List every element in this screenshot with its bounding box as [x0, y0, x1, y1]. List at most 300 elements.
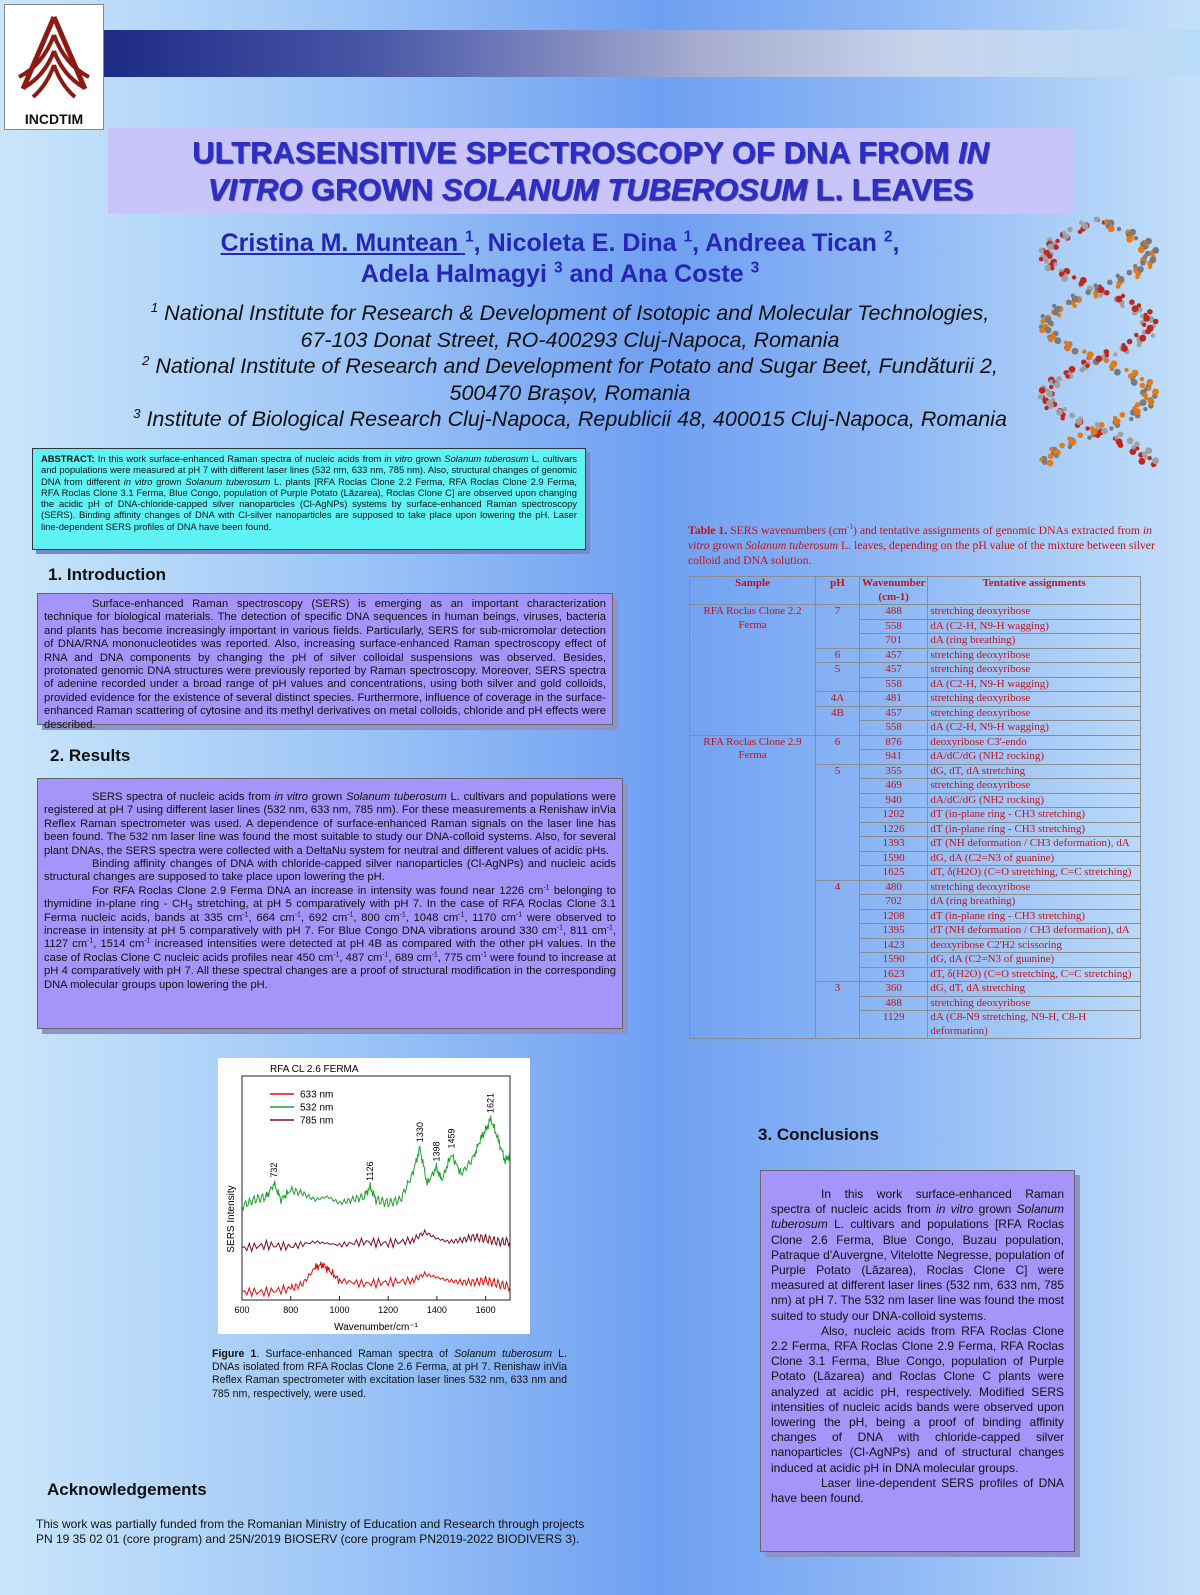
results-text: L. cultivars and populations were registered at pH 7 using different laser lines (532 nm, 633 nm, 785 nm). For these measurements a Renishaw inVia Reflex Raman spectrometer was used. A dependence of surface-enhanced Raman signals on the laser line has been found. The 532 nm laser line was found the most suitable to study our DNA-colloid systems. Also, for several plant DNAs, the SERS spectra were collected with a DeltaNu system for neutral and different values of acidic pHs.	[44, 791, 617, 857]
atom	[1109, 426, 1113, 430]
affiliation-sup: 3	[133, 405, 141, 421]
cell-assignment: dG, dA (C2=N3 of guanine)	[928, 851, 1141, 866]
results-text: were found to increase at pH 4 comparatively with pH 7. All these spectral changes are a proof of structural modification in the corresponding DNA molecular groups upon lowering the pH.	[44, 951, 617, 991]
chart-title: RFA CL 2.6 FERMA	[270, 1064, 359, 1075]
table-body	[690, 605, 1141, 1039]
atom	[1151, 333, 1155, 337]
results-paragraph-1	[44, 791, 616, 858]
unit-sup: -1	[294, 910, 301, 918]
atom	[1113, 352, 1117, 356]
atom	[1104, 359, 1108, 363]
unit-sup: -1	[515, 910, 523, 918]
cell-ph: 5	[816, 663, 860, 692]
atom	[1098, 286, 1105, 293]
cell-assignment: stretching deoxyribose	[928, 779, 1141, 794]
peak-label: 1621	[485, 1092, 496, 1114]
atom	[1127, 339, 1133, 345]
atom	[1078, 432, 1084, 438]
atom	[1132, 305, 1139, 312]
atom	[1144, 455, 1148, 459]
atom	[1039, 387, 1046, 394]
x-tick-label: 1600	[475, 1305, 496, 1315]
legend-label: 785 nm	[300, 1115, 334, 1127]
cell-wavenumber: 488	[860, 996, 928, 1011]
atom	[1129, 299, 1135, 305]
caption-text: ) and tentative assignments of genomic DNAs extracted from	[853, 524, 1143, 537]
atom	[1061, 416, 1065, 420]
dna-molecule-image	[1012, 212, 1184, 472]
abstract-text: grown	[152, 475, 186, 487]
conclusions-paragraph-1	[771, 1187, 1064, 1324]
title-part-italic: VITRO	[207, 172, 303, 207]
unit-sup: -1	[556, 924, 563, 932]
series-line	[242, 1230, 510, 1251]
title-part: GROWN	[302, 172, 442, 207]
cell-assignment: dT (in-plane ring - CH3 stretching)	[928, 808, 1141, 823]
unit-sup: -1	[144, 937, 151, 945]
unit-sup: -1	[543, 884, 550, 892]
atom	[1131, 379, 1138, 386]
affiliation-1	[60, 300, 1080, 353]
cell-wavenumber: 469	[860, 779, 928, 794]
atom	[1053, 262, 1057, 266]
x-tick-label: 1200	[378, 1305, 399, 1315]
conclusions-text: grown	[973, 1202, 1017, 1217]
plot-frame	[242, 1076, 510, 1300]
results-text: SERS spectra of nucleic acids from	[92, 791, 275, 803]
atom	[1150, 256, 1157, 263]
results-text: in vitro	[274, 791, 308, 803]
y-axis-label: SERS Intensity	[226, 1185, 237, 1253]
results-paragraph-3	[44, 885, 616, 992]
acknowledgements-heading: Acknowledgements	[47, 1480, 207, 1499]
presenting-author	[221, 229, 465, 257]
cell-assignment: dA (ring breathing)	[928, 895, 1141, 910]
author-name: , Andreea Tican	[692, 229, 884, 257]
atom	[1134, 236, 1138, 240]
cell-assignment: dA (C2-H, N9-H wagging)	[928, 677, 1141, 692]
cell-wavenumber: 1623	[860, 967, 928, 982]
atom	[1143, 407, 1147, 411]
author-sup: 1	[465, 228, 474, 246]
cell-wavenumber: 940	[860, 793, 928, 808]
atom	[1114, 369, 1121, 376]
results-text: , 811 cm	[562, 925, 607, 938]
atom	[1118, 276, 1125, 283]
chart-svg	[218, 1058, 530, 1334]
atom	[1120, 412, 1126, 418]
table-caption	[688, 523, 1158, 568]
cell-wavenumber: 1590	[860, 953, 928, 968]
atom	[1120, 304, 1124, 308]
abstract-label: ABSTRACT:	[41, 453, 95, 464]
affiliations	[60, 300, 1080, 433]
results-text: , 689 cm	[388, 951, 432, 964]
conclusions-text: In this work surface-enhanced Raman spectra of nucleic acids from	[771, 1187, 1064, 1217]
atom	[1107, 280, 1113, 286]
table-header: pH	[816, 577, 860, 605]
atom	[1082, 349, 1086, 353]
table-row	[690, 605, 1141, 620]
author-name: Adela Halmagyi	[360, 260, 554, 288]
atom	[1056, 409, 1063, 416]
peak-label: 1126	[365, 1161, 376, 1181]
atom	[1068, 445, 1072, 449]
unit-sup: -1	[606, 924, 613, 932]
atom	[1152, 457, 1159, 464]
atom	[1094, 216, 1100, 222]
atom	[1048, 320, 1054, 326]
results-text: For RFA Roclas Clone 2.9 Ferma DNA an increase in intensity was found near 1226 cm	[92, 884, 544, 897]
cell-wavenumber: 1625	[860, 866, 928, 881]
results-text: , 800 cm	[353, 911, 400, 924]
results-text: , 664 cm	[248, 911, 295, 924]
cell-assignment: dA (C2-H, N9-H wagging)	[928, 619, 1141, 634]
abstract-text: grown	[412, 453, 445, 464]
cell-wavenumber: 457	[860, 706, 928, 721]
cell-assignment: dT (in-plane ring - CH3 stretching)	[928, 822, 1141, 837]
abstract-text: Solanum tuberosum	[444, 453, 529, 464]
cell-wavenumber: 876	[860, 735, 928, 750]
affiliation-3	[60, 406, 1080, 433]
cell-assignment: stretching deoxyribose	[928, 605, 1141, 620]
caption-text: Solanum tuberosum	[745, 539, 839, 552]
cell-assignment: dT (NH deformation / CH3 deformation), dA	[928, 837, 1141, 852]
title-box	[108, 128, 1073, 214]
atom	[1143, 245, 1147, 249]
affiliation-text: Institute of Biological Research Cluj-Napoca, Republicii 48, 400015 Cluj-Napoca, Romania	[140, 407, 1007, 431]
cell-ph: 6	[816, 735, 860, 764]
table-header-row	[690, 577, 1141, 605]
cell-assignment: dG, dT, dA stretching	[928, 982, 1141, 997]
results-text: , 1514 cm	[93, 938, 145, 951]
atom	[1127, 437, 1134, 444]
cell-ph: 6	[816, 648, 860, 663]
cell-ph: 4B	[816, 706, 860, 735]
authors	[150, 228, 970, 290]
title-part: ULTRASENSITIVE SPECTROSCOPY OF DNA FROM	[192, 135, 958, 170]
conclusions-text: Solanum tuberosum	[771, 1202, 1064, 1232]
cell-wavenumber: 1395	[860, 924, 928, 939]
affiliation-sup: 2	[142, 352, 150, 368]
cell-wavenumber: 1129	[860, 1011, 928, 1039]
caption-text: in vitro	[688, 524, 1152, 552]
cell-assignment: dA/dC/dG (NH2 rocking)	[928, 793, 1141, 808]
table-row	[690, 735, 1141, 750]
author-name: , Nicoleta E. Dina	[473, 229, 684, 257]
results-text: Solanum tuberosum	[345, 791, 447, 803]
atom	[1041, 314, 1045, 318]
atom	[1101, 428, 1108, 435]
atom	[1053, 244, 1059, 250]
atom	[1048, 337, 1054, 343]
cell-wavenumber: 1590	[860, 851, 928, 866]
atom	[1145, 238, 1152, 245]
atom	[1038, 394, 1044, 400]
conclusions-paragraph-3: Laser line-dependent SERS profiles of DNA have been found.	[771, 1475, 1064, 1506]
atom	[1148, 265, 1152, 269]
author-sep: ,	[892, 229, 900, 257]
cell-assignment: dT (NH deformation / CH3 deformation), dA	[928, 924, 1141, 939]
cell-assignment: stretching deoxyribose	[928, 648, 1141, 663]
atom	[1116, 285, 1120, 289]
atom	[1072, 296, 1079, 303]
atom	[1039, 248, 1045, 254]
author-sup: 3	[750, 259, 760, 277]
figure-caption	[212, 1348, 567, 1401]
cell-assignment: stretching deoxyribose	[928, 706, 1141, 721]
cell-assignment: dT (in-plane ring - CH3 stretching)	[928, 909, 1141, 924]
atom	[1065, 374, 1069, 378]
conclusions-paragraph-2: Also, nucleic acids from RFA Roclas Clone 2.2 Ferma, RFA Roclas Clone 2.9 Ferma, RFA Roclas Clone 3.1 Ferma, Blue Congo, population of Purple Potato (Lăzarea) and Roclas Clone C plants were analyzed at acidic pH, respectively. Modified SERS intensities of nucleic acids bands were observed upon lowering the pH, being a proof of binding affinity changes of DNA with chloride-capped silver nanoparticles (Cl-AgNPs) and of structural changes induced at acidic pH in DNA molecular groups.	[771, 1323, 1064, 1475]
atom	[1056, 376, 1062, 382]
cell-wavenumber: 941	[860, 750, 928, 765]
author-sup: 3	[553, 259, 563, 277]
atom	[1140, 383, 1146, 389]
atom	[1135, 275, 1139, 279]
cell-assignment: stretching deoxyribose	[928, 880, 1141, 895]
atom	[1134, 333, 1138, 337]
atom	[1065, 346, 1071, 352]
cell-assignment: dA (C8-N9 stretching, N9-H, C8-H deformation)	[928, 1011, 1141, 1039]
caption-text: Solanum tuberosum	[454, 1348, 553, 1360]
atom	[1063, 233, 1070, 240]
unit-sup: -1	[333, 951, 340, 959]
cell-assignment: dG, dT, dA stretching	[928, 764, 1141, 779]
atom	[1047, 253, 1053, 259]
atom	[1142, 323, 1146, 327]
atom	[1118, 432, 1124, 438]
cell-ph: 4A	[816, 692, 860, 707]
cell-ph: 7	[816, 605, 860, 649]
table-header: Sample	[690, 577, 816, 605]
atom	[1053, 310, 1059, 316]
atom	[1048, 453, 1054, 459]
atom	[1072, 348, 1079, 355]
atom	[1066, 300, 1072, 306]
caption-text: . Surface-enhanced Raman spectra of	[256, 1348, 455, 1360]
cell-wavenumber: 1393	[860, 837, 928, 852]
cell-assignment: stretching deoxyribose	[928, 692, 1141, 707]
cell-sample: RFA Roclas Clone 2.9 Ferma	[690, 735, 816, 1039]
atom	[1126, 236, 1133, 243]
atom	[1072, 275, 1076, 279]
atom	[1152, 247, 1159, 254]
atom	[1118, 442, 1124, 448]
peak-label: 732	[269, 1162, 280, 1178]
atom	[1073, 304, 1077, 308]
atom	[1114, 418, 1121, 425]
abstract-text: in vitro	[123, 475, 153, 487]
atom	[1042, 459, 1048, 465]
atom	[1148, 398, 1155, 405]
atom	[1114, 435, 1118, 439]
atom	[1085, 290, 1091, 296]
legend-label: 633 nm	[300, 1089, 334, 1101]
atom	[1050, 266, 1054, 270]
cell-assignment: deoxyribose C3'-endo	[928, 735, 1141, 750]
unit-sup: -1	[431, 951, 438, 959]
series-line	[242, 1116, 510, 1210]
atom	[1085, 426, 1089, 430]
poster-title	[138, 134, 1043, 208]
results-text: , 775 cm	[437, 951, 481, 964]
atom	[1117, 227, 1121, 231]
atom	[1133, 264, 1137, 268]
results-panel	[37, 778, 623, 1029]
results-paragraph-2: Binding affinity changes of DNA with chloride-capped silver nanoparticles (Cl-AgNPs) and nucleic acids structural changes are supposed to take place upon lowering the pH.	[44, 858, 616, 884]
cell-ph: 5	[816, 764, 860, 880]
unit-sup: -1	[242, 910, 249, 918]
atom	[1049, 380, 1053, 384]
atom	[1045, 327, 1052, 334]
atom	[1054, 381, 1061, 388]
abstract-text: Solanum tuberosum	[185, 475, 271, 487]
conclusions-panel	[760, 1170, 1075, 1552]
atom	[1079, 281, 1085, 287]
affiliation-text: 500470 Brașov, Romania	[449, 380, 691, 405]
affiliation-2	[60, 353, 1080, 406]
atom	[1067, 227, 1073, 233]
unit-sup: -1	[347, 910, 354, 918]
atom	[1079, 367, 1085, 373]
atom	[1134, 408, 1141, 415]
results-text: , 1127 cm	[44, 925, 616, 951]
cell-wavenumber: 457	[860, 648, 928, 663]
atom	[1059, 443, 1065, 449]
abstract-box	[32, 448, 586, 550]
unit-sup: -1	[399, 910, 406, 918]
sers-spectra-chart	[218, 1058, 530, 1334]
unit-sup: -1	[87, 937, 94, 945]
unit-sup: -1	[846, 523, 854, 532]
atom	[1121, 345, 1128, 352]
atom	[1139, 335, 1146, 342]
atom	[1039, 328, 1045, 334]
table-label: Table 1.	[688, 524, 728, 537]
atom	[1069, 413, 1075, 419]
atom	[1108, 225, 1115, 232]
affiliation-text: National Institute of Research and Development for Potato and Sugar Beet, Fundăturii 2,	[149, 354, 998, 378]
affiliation-text: National Institute for Research & Development of Isotopic and Molecular Technologies,	[158, 301, 990, 325]
series-line	[242, 1262, 510, 1297]
results-heading: 2. Results	[50, 746, 131, 765]
atom	[1044, 406, 1048, 410]
atom	[1140, 260, 1146, 266]
abstract-text: L. plants [RFA Roclas Clone 2.2 Ferma, RFA Roclas Clone 2.9 Ferma, RFA Roclas Clone 3.1 Ferma, Blue Congo, population of Purple Potato (Lăzarea), Roclas Clone C] are observed upon changing the acidic pH of DNA-chloride-capped silver nanoparticles (Cl-AgNPs) systems by surface-enhanced Raman spectroscopy (SERS). Binding affinity changes of DNA with Cl-silver nanoparticles are supposed to take place upon lowering the pH. Laser line-dependent SERS profiles of DNA have been found.	[41, 475, 577, 532]
results-text: , 1048 cm	[405, 911, 459, 924]
atom	[1137, 266, 1144, 273]
cell-assignment: dA (C2-H, N9-H wagging)	[928, 721, 1141, 736]
atom	[1116, 296, 1123, 303]
caption-text: grown	[709, 539, 746, 552]
cell-wavenumber: 480	[860, 880, 928, 895]
affiliation-sup: 1	[150, 299, 159, 315]
results-text: belonging to thymidine in-plane ring - CH	[44, 884, 616, 911]
atom	[1082, 223, 1089, 230]
cell-ph: 3	[816, 982, 860, 1039]
atom	[1147, 387, 1151, 391]
title-part: L. LEAVES	[806, 172, 974, 207]
atom	[1046, 391, 1053, 398]
atom	[1039, 257, 1043, 261]
abstract-text: L. cultivars and populations were measured at pH 7 with different laser lines (532 nm, 633 nm, 785 nm). Also, structural changes of genomic DNA from different	[41, 453, 577, 487]
atom	[1128, 373, 1134, 379]
caption-text: SERS wavenumbers (cm	[727, 524, 847, 537]
atom	[1153, 319, 1159, 325]
cell-wavenumber: 355	[860, 764, 928, 779]
atom	[1140, 377, 1144, 381]
atom	[1131, 445, 1135, 449]
atom	[1049, 385, 1053, 389]
atom	[1104, 290, 1110, 296]
cell-wavenumber: 481	[860, 692, 928, 707]
legend-label: 532 nm	[300, 1102, 334, 1114]
atom	[1054, 454, 1058, 458]
atom	[1061, 275, 1068, 282]
atom	[1095, 356, 1102, 363]
atom	[1139, 458, 1146, 465]
atom	[1070, 439, 1077, 446]
author-sup: 2	[883, 228, 893, 246]
results-text: were observed to increase in intensity at pH 5 comparatively with pH 7. For Blue Congo DNA vibrations around 330 cm	[44, 911, 616, 938]
cell-wavenumber: 1226	[860, 822, 928, 837]
atom	[1063, 407, 1067, 411]
x-tick-label: 800	[283, 1305, 299, 1315]
author-name: and Ana Coste	[562, 260, 751, 288]
cell-assignment: deoxyribose C2'H2 scissoring	[928, 938, 1141, 953]
atom	[1043, 258, 1049, 264]
caption-text: L. DNAs isolated from RFA Roclas Clone 2.6 Ferma, at pH 7. Renishaw inVia Reflex Raman spectrometer with excitation laser lines 532 nm, 633 nm and 785 nm, respectively, were used.	[212, 1348, 567, 1400]
logo-text: INCDTIM	[24, 111, 84, 127]
sers-assignments-table	[689, 576, 1141, 1039]
header-bar	[104, 30, 1200, 77]
title-part-italic: SOLANUM TUBEROSUM	[441, 172, 807, 207]
results-text: , 692 cm	[300, 911, 348, 924]
intro-text: Surface-enhanced Raman spectroscopy (SERS) is emerging as an important characterization technique for biological materials. The detection of specific DNA sequences in human beings, viruses, bacteria and plants has become increasingly important in various fields. Particularly, SERS for sub-micromolar detection of DNA/RNA mononucleotides was reported. Also, increasing surface-enhanced Raman spectroscopy effect of RNA and DNA components by changing the pH of silver colloidal suspensions was observed. Besides, protonated genomic DNA structures were previously reported by Raman spectroscopy. Moreover, SERS spectra of adenine recorded under a broad range of pH values and concentrations, using both silver and gold colloids, provided evidence for the existence of several distinct species. Furthermore, influence of coverage in the surface-enhanced Raman scattering of cytosine and its methyl derivatives on metal colloids, chloride and pH effects were described.	[44, 598, 606, 731]
intro-panel	[37, 593, 613, 731]
results-text: stretching, at pH 5 comparatively with pH 7. In the case of RFA Roclas Clone 3.1 Ferma nucleic acids, bands at 335 cm	[44, 898, 616, 924]
x-tick-label: 1400	[426, 1305, 447, 1315]
cell-assignment: dT, δ(H2O) (C=O stretching, C=C stretching)	[928, 866, 1141, 881]
author-sup: 1	[683, 228, 693, 246]
cell-wavenumber: 1208	[860, 909, 928, 924]
atom	[1047, 244, 1054, 251]
atom	[1085, 364, 1089, 368]
atom	[1087, 355, 1093, 361]
atom	[1143, 315, 1150, 322]
cell-wavenumber: 702	[860, 895, 928, 910]
atom	[1127, 270, 1133, 276]
cell-wavenumber: 1423	[860, 938, 928, 953]
unit-sup: -1	[458, 910, 465, 918]
atom	[1144, 396, 1148, 400]
atom	[1137, 343, 1141, 347]
atom	[1146, 379, 1153, 386]
peak-label: 1459	[446, 1128, 457, 1149]
cell-wavenumber: 701	[860, 634, 928, 649]
atom	[1048, 403, 1054, 409]
cell-wavenumber: 558	[860, 721, 928, 736]
acknowledgements-text: This work was partially funded from the Romanian Ministry of Education and Research through projects PN 19 35 02 01 (core program) and 25N/2019 BIOSERV (core program PN2019-2022 BIODIVERS 3).	[36, 1517, 585, 1547]
unit-sub: 3	[188, 903, 193, 913]
figure-label: Figure 1	[212, 1348, 257, 1360]
atom	[1069, 366, 1076, 373]
dna-helix-icon	[1012, 212, 1184, 472]
atom	[1105, 353, 1109, 357]
unit-sup: -1	[480, 951, 487, 959]
atom	[1145, 329, 1151, 335]
